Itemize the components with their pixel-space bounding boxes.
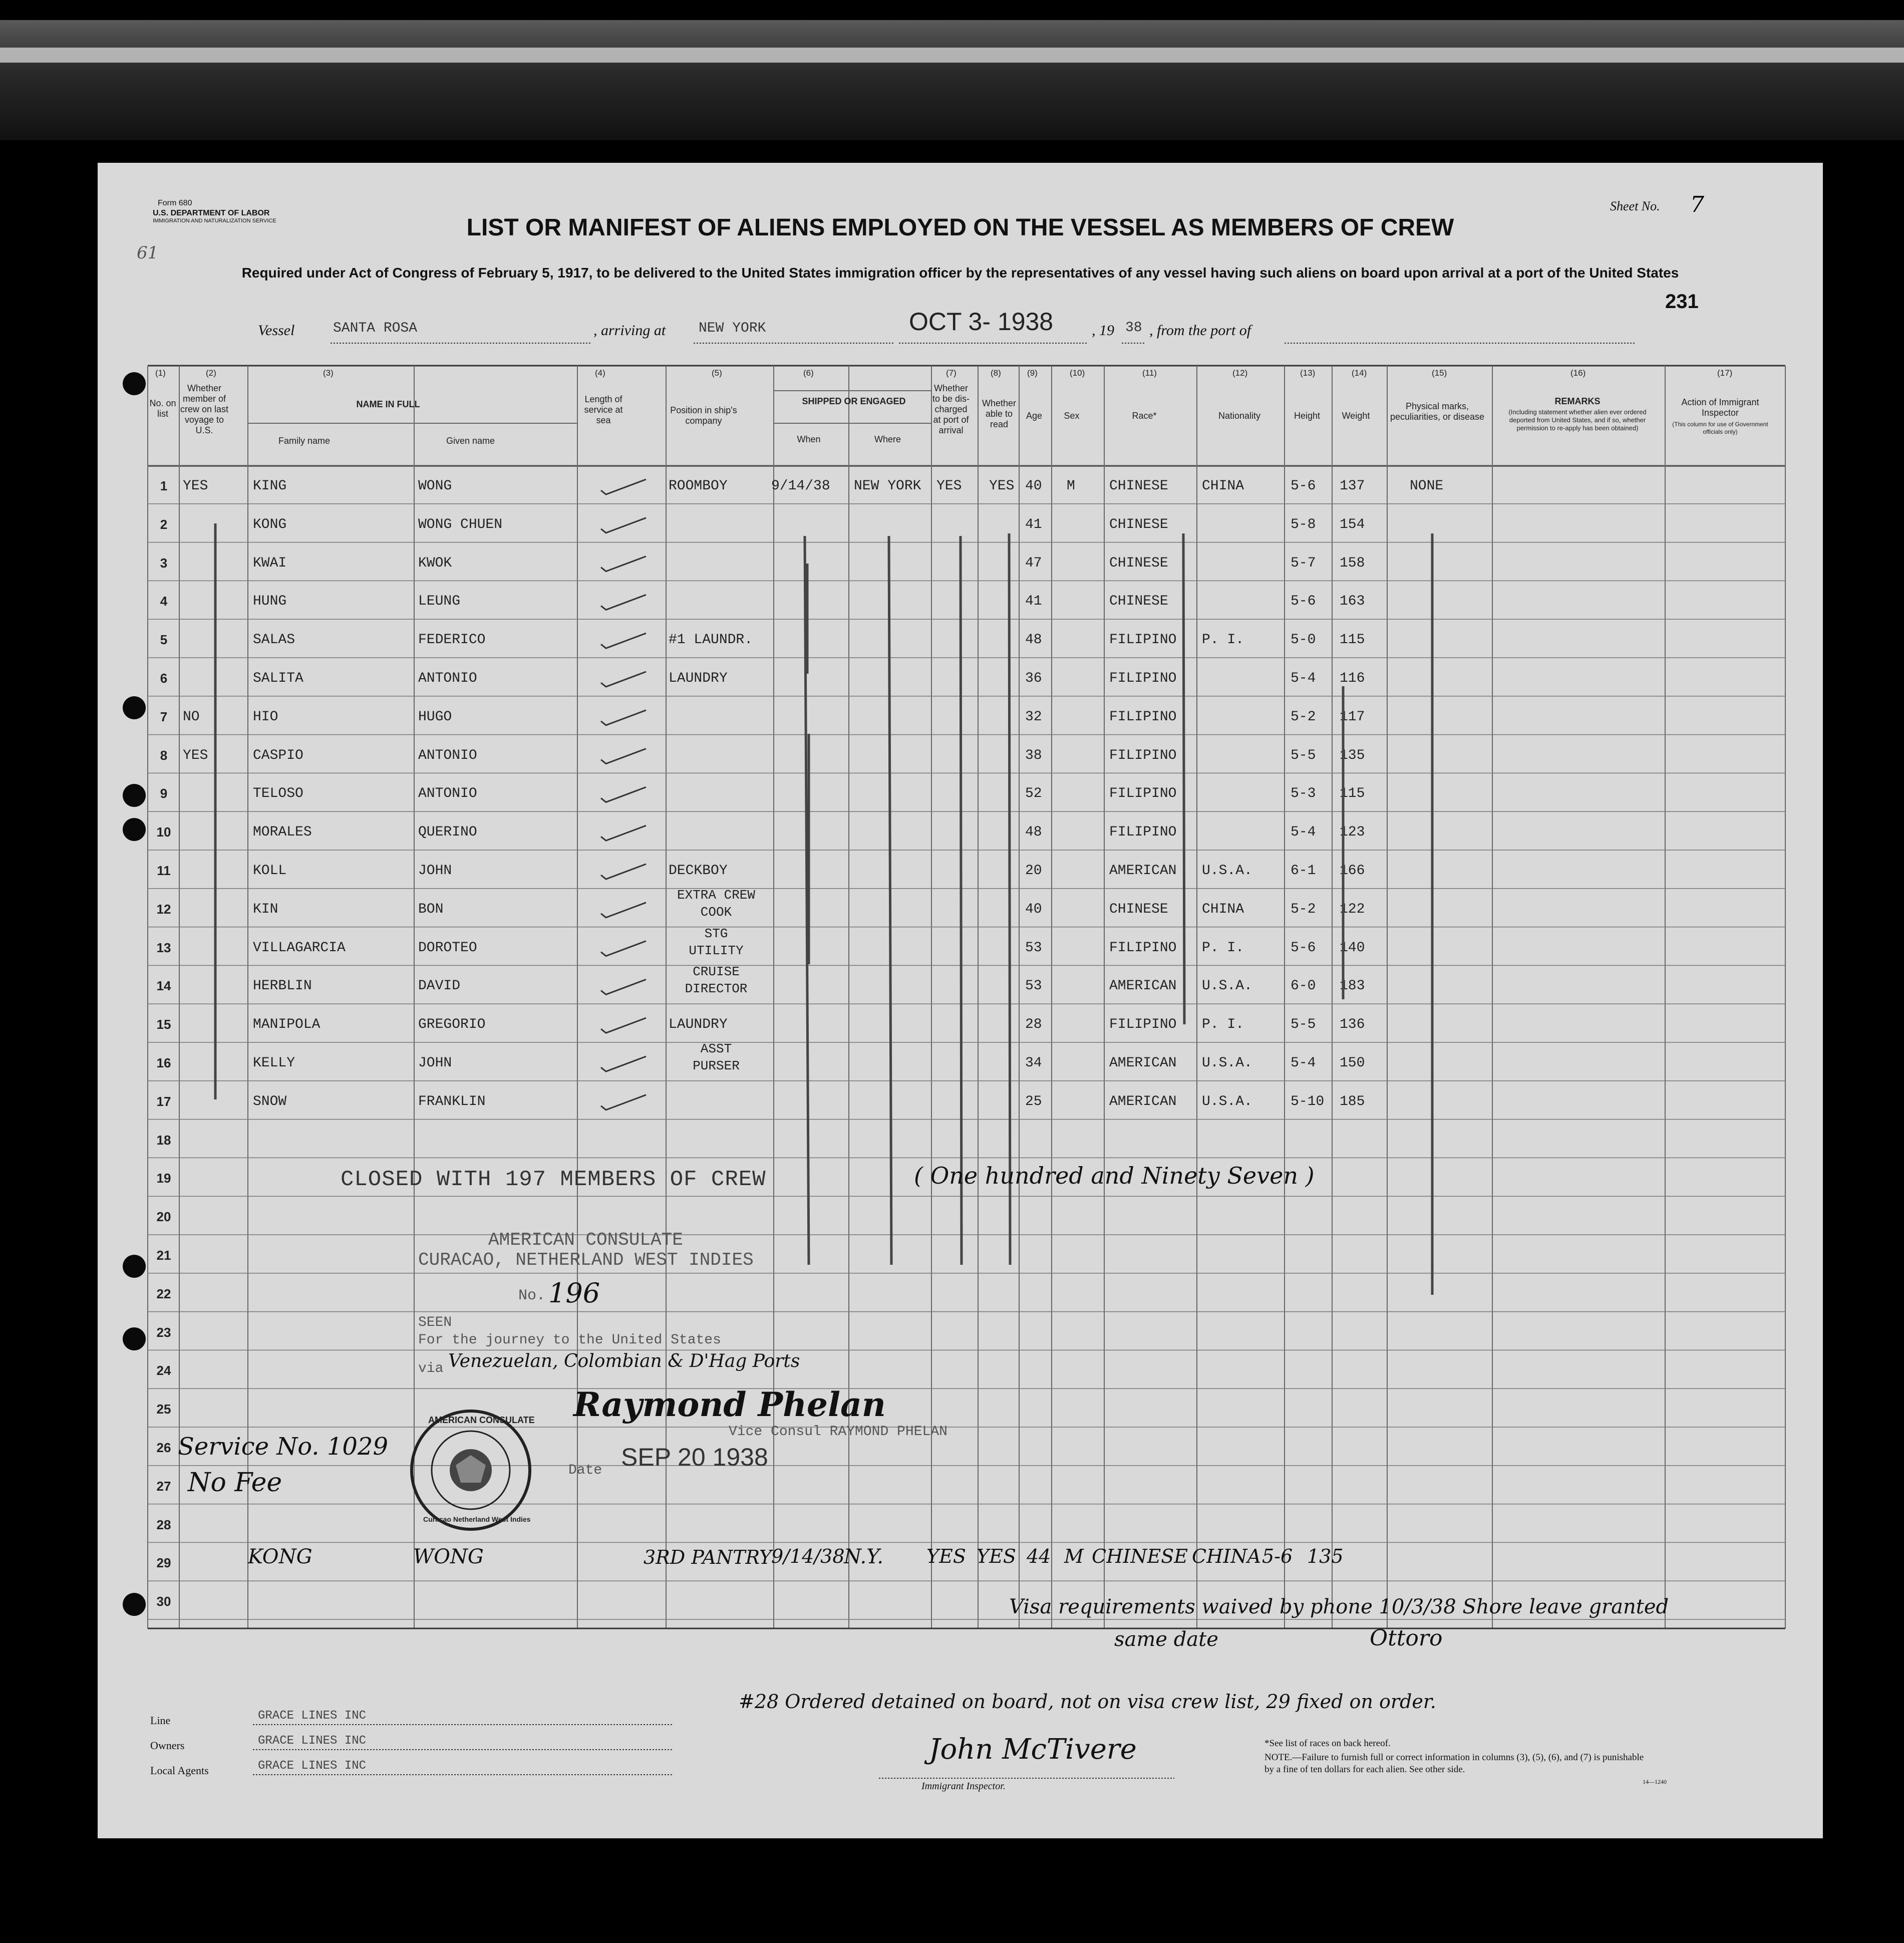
cell-weight: 135	[1340, 747, 1365, 763]
cell-height: 6-0	[1291, 978, 1316, 994]
sheet-number: 7	[1690, 192, 1704, 217]
cell-family: KWAI	[253, 555, 287, 571]
cell-given: LEUNG	[418, 594, 461, 610]
column-number: (5)	[712, 368, 722, 378]
cell-age: 52	[1025, 786, 1042, 802]
film-top-band	[0, 20, 1904, 140]
row-number: 6	[160, 671, 168, 686]
cell-family: CASPIO	[253, 747, 303, 763]
race-note: *See list of races on back hereof.	[1264, 1738, 1391, 1749]
row-number: 8	[160, 747, 168, 763]
row-number: 12	[156, 901, 171, 917]
vice-consul-name: Vice Consul RAYMOND PHELAN	[729, 1424, 947, 1440]
cell-race: CHINESE	[1109, 901, 1168, 917]
fine-note: NOTE.—Failure to furnish full or correct information in columns (3), (5), (6), and (7) is punishable by a fine of ten dollars for each alien. See other side.	[1264, 1752, 1644, 1775]
cell-weight: 117	[1340, 709, 1365, 725]
header-name-in-full: NAME IN FULL	[356, 399, 420, 409]
row-number: 17	[156, 1093, 171, 1109]
row-number: 5	[160, 632, 168, 648]
cell-nationality: P. I.	[1202, 632, 1244, 648]
row28-height: 5-6	[1262, 1545, 1293, 1567]
cell-height: 5-10	[1291, 1093, 1325, 1109]
cell-position: DECKBOY	[669, 863, 728, 879]
row-number: 14	[156, 978, 171, 994]
cell-age: 40	[1025, 478, 1042, 494]
cell-weight: 123	[1340, 824, 1365, 841]
header-weight: Weight	[1342, 411, 1370, 421]
year-suffix: 38	[1125, 320, 1142, 336]
column-number: (1)	[155, 368, 166, 378]
cell-race: AMERICAN	[1109, 1055, 1177, 1071]
column-number: (2)	[206, 368, 216, 378]
cell-race: AMERICAN	[1109, 1093, 1177, 1109]
cell-given: DOROTEO	[418, 940, 477, 956]
row-number: 11	[157, 863, 171, 878]
cell-given: BON	[418, 901, 444, 917]
cell-when: 9/14/38	[771, 478, 830, 494]
cell-height: 5-5	[1291, 1017, 1316, 1033]
cell-family: SALAS	[253, 632, 295, 648]
consulate-no-label: No.	[518, 1287, 546, 1304]
column-number: (6)	[803, 368, 814, 378]
consulate-journey: For the journey to the United States	[418, 1332, 721, 1348]
header-whether-member: Whether member of crew on last voyage to U.S.	[180, 383, 229, 435]
row28-given: WONG	[413, 1545, 484, 1568]
cell-position: LAUNDRY	[669, 671, 728, 686]
binding-hole	[123, 784, 146, 807]
cell-race: CHINESE	[1109, 478, 1168, 494]
cell-age: 20	[1025, 863, 1042, 879]
row28-discharged: YES	[926, 1545, 966, 1567]
cell-race: FILIPINO	[1109, 786, 1177, 802]
row-number: 29	[156, 1555, 171, 1571]
cell-family: KING	[253, 478, 287, 494]
row-number: 19	[156, 1171, 171, 1186]
cell-position: STG UTILITY	[689, 926, 744, 958]
row-number: 16	[156, 1055, 171, 1070]
row-number: 13	[156, 940, 171, 955]
consulate-via-label: via	[418, 1361, 444, 1376]
service-number-note: Service No. 1029	[178, 1433, 388, 1461]
cell-nationality: P. I.	[1202, 940, 1244, 956]
cell-age: 48	[1025, 824, 1042, 841]
header-length-service: Length of service at sea	[584, 394, 623, 425]
footer-agents-value: GRACE LINES INC	[258, 1759, 367, 1773]
header-no-on-list: No. on list	[149, 398, 176, 419]
cell-race: AMERICAN	[1109, 863, 1177, 879]
cell-age: 53	[1025, 940, 1042, 956]
column-number: (17)	[1717, 368, 1733, 378]
footer-line-label: Line	[150, 1714, 171, 1727]
consulate-via-value: Venezuelan, Colombian & D'Hag Ports	[448, 1351, 800, 1371]
cell-weight: 163	[1340, 594, 1365, 610]
visa-note-line1: Visa requirements waived by phone 10/3/38 Shore leave granted	[1009, 1595, 1669, 1618]
cell-given: ANTONIO	[418, 747, 477, 763]
cell-given: JOHN	[418, 863, 452, 879]
cell-height: 5-8	[1291, 516, 1316, 532]
row28-sex: M	[1064, 1545, 1084, 1567]
inspector-label: Immigrant Inspector.	[921, 1781, 1006, 1792]
seal-outer-text: AMERICAN CONSULATE	[428, 1415, 535, 1425]
column-number: (10)	[1070, 368, 1085, 378]
seal-inner-text: Curacao Netherland West Indies	[423, 1515, 531, 1523]
column-number: (8)	[991, 368, 1001, 378]
header-given-name: Given name	[446, 436, 495, 446]
cell-height: 5-5	[1291, 747, 1316, 763]
cell-height: 5-4	[1291, 1055, 1316, 1071]
header-where: Where	[874, 434, 901, 444]
cell-nationality: U.S.A.	[1202, 863, 1252, 879]
footer-owners-label: Owners	[150, 1739, 185, 1752]
cell-race: AMERICAN	[1109, 978, 1177, 994]
cell-given: FEDERICO	[418, 632, 486, 648]
row-number: 26	[156, 1440, 171, 1455]
cell-family: HERBLIN	[253, 978, 312, 994]
cell-member: YES	[183, 478, 208, 494]
detained-note: #28 Ordered detained on board, not on visa crew list, 29 fixed on order.	[739, 1691, 1436, 1713]
row28-position: 3RD PANTRY	[644, 1546, 772, 1568]
column-number: (7)	[946, 368, 957, 378]
cell-race: FILIPINO	[1109, 632, 1177, 648]
footer-agents-label: Local Agents	[150, 1764, 209, 1777]
row-number: 30	[156, 1594, 171, 1609]
cell-nationality: CHINA	[1202, 478, 1244, 494]
cell-member: NO	[183, 709, 200, 725]
cell-weight: 185	[1340, 1093, 1365, 1109]
cell-family: KOLL	[253, 863, 287, 879]
row28-where: N.Y.	[844, 1545, 884, 1568]
cell-weight: 183	[1340, 978, 1365, 994]
cell-race: FILIPINO	[1109, 709, 1177, 725]
cell-where: NEW YORK	[854, 478, 921, 494]
row28-when: 9/14/38	[771, 1545, 845, 1567]
document-subtitle: Required under Act of Congress of February 5, 1917, to be delivered to the United States immigration officer by the representatives of any vessel having such aliens on board upon arrival at a port of the United States	[241, 265, 1679, 281]
consulate-line2: CURACAO, NETHERLAND WEST INDIES	[418, 1250, 754, 1270]
row28-nationality: CHINA	[1192, 1545, 1261, 1567]
cell-weight: 150	[1340, 1055, 1365, 1071]
cell-weight: 140	[1340, 940, 1365, 956]
department: U.S. DEPARTMENT OF LABOR	[153, 209, 270, 217]
row28-family: KONG	[248, 1545, 312, 1568]
cell-position: EXTRA CREW COOK	[677, 887, 756, 920]
cell-family: HIO	[253, 709, 278, 725]
binding-hole	[123, 818, 146, 841]
column-number: (9)	[1027, 368, 1038, 378]
cell-given: KWOK	[418, 555, 452, 571]
header-shipped-engaged: SHIPPED OR ENGAGED	[802, 396, 906, 406]
year-prefix: , 19	[1092, 322, 1114, 339]
cell-height: 5-6	[1291, 594, 1316, 610]
cell-family: KELLY	[253, 1055, 295, 1071]
cell-weight: 136	[1340, 1017, 1365, 1033]
cell-weight: 115	[1340, 786, 1365, 802]
row-number: 23	[156, 1324, 171, 1340]
binding-hole	[123, 1327, 146, 1350]
cell-sex: M	[1067, 478, 1075, 494]
cell-height: 5-4	[1291, 824, 1316, 841]
header-when: When	[797, 434, 821, 444]
header-action-note: (This column for use of Government officials only)	[1672, 421, 1768, 435]
cell-race: CHINESE	[1109, 555, 1168, 571]
page-number: 231	[1665, 291, 1699, 313]
inspector-signature: John McTivere	[929, 1733, 1137, 1766]
cell-given: HUGO	[418, 709, 452, 725]
document-title: LIST OR MANIFEST OF ALIENS EMPLOYED ON THE VESSEL AS MEMBERS OF CREW	[466, 214, 1454, 241]
vessel-name: SANTA ROSA	[333, 321, 418, 336]
row28-age: 44	[1027, 1545, 1051, 1567]
arrival-date-stamp: OCT 3- 1938	[909, 308, 1054, 336]
vice-consul-signature: Raymond Phelan	[573, 1385, 886, 1424]
cell-weight: 115	[1340, 632, 1365, 648]
row-number: 18	[156, 1132, 171, 1148]
cell-age: 41	[1025, 516, 1042, 532]
row-number: 9	[160, 786, 168, 801]
binding-hole	[123, 696, 146, 719]
cell-family: VILLAGARCIA	[253, 940, 346, 956]
consulate-line1: AMERICAN CONSULATE	[488, 1230, 683, 1250]
cell-nationality: CHINA	[1202, 901, 1244, 917]
closing-stamp: CLOSED WITH 197 MEMBERS OF CREW	[341, 1167, 766, 1192]
row-number: 3	[160, 555, 168, 571]
cell-height: 5-2	[1291, 709, 1316, 725]
closing-handwritten: ( One hundred and Ninety Seven )	[914, 1162, 1315, 1189]
cell-age: 41	[1025, 594, 1042, 610]
cell-given: DAVID	[418, 978, 461, 994]
sheet-label: Sheet No.	[1610, 199, 1660, 213]
cell-height: 5-7	[1291, 555, 1316, 571]
cell-race: CHINESE	[1109, 594, 1168, 610]
cell-given: QUERINO	[418, 824, 477, 841]
consulate-date-label: Date	[568, 1463, 602, 1478]
cell-position: ROOMBOY	[669, 478, 728, 494]
cell-age: 32	[1025, 709, 1042, 725]
cell-nationality: U.S.A.	[1202, 1055, 1252, 1071]
cell-weight: 116	[1340, 671, 1365, 686]
cell-position: #1 LAUNDR.	[669, 632, 753, 648]
column-number: (12)	[1232, 368, 1248, 378]
cell-age: 36	[1025, 671, 1042, 686]
row-number: 20	[156, 1209, 171, 1225]
visa-note-initials: Ottoro	[1370, 1625, 1443, 1651]
cell-given: ANTONIO	[418, 671, 477, 686]
visa-note-line2: same date	[1114, 1628, 1218, 1651]
manifest-sheet	[98, 163, 1823, 1838]
cell-physical: NONE	[1410, 478, 1444, 494]
row-number: 27	[156, 1478, 171, 1494]
cell-given: FRANKLIN	[418, 1093, 486, 1109]
header-sex: Sex	[1064, 411, 1080, 421]
cell-race: FILIPINO	[1109, 1017, 1177, 1033]
header-family-name: Family name	[278, 436, 331, 446]
header-discharged: Whether to be dis-charged at port of arrival	[932, 383, 970, 435]
binding-hole	[123, 372, 146, 395]
binding-hole	[123, 1255, 146, 1278]
binding-hole	[123, 1593, 146, 1616]
service: IMMIGRATION AND NATURALIZATION SERVICE	[153, 218, 276, 224]
footer-owners-value: GRACE LINES INC	[258, 1734, 367, 1748]
cell-family: KIN	[253, 901, 278, 917]
cell-race: FILIPINO	[1109, 940, 1177, 956]
footer-rules	[98, 163, 1823, 1838]
no-fee-note: No Fee	[188, 1468, 282, 1498]
cell-race: FILIPINO	[1109, 747, 1177, 763]
form-number: Form 680	[158, 199, 192, 207]
column-number: (3)	[323, 368, 334, 378]
cell-position: ASST PURSER	[693, 1041, 740, 1073]
cell-height: 5-0	[1291, 632, 1316, 648]
cell-age: 53	[1025, 978, 1042, 994]
cell-given: WONG	[418, 478, 452, 494]
row-number: 7	[160, 709, 168, 724]
header-able-read: Whether able to read	[982, 398, 1017, 429]
corner-mark: 61	[137, 243, 159, 263]
row-number: 4	[160, 594, 168, 609]
column-number: (14)	[1352, 368, 1367, 378]
cell-given: WONG CHUEN	[418, 516, 503, 532]
cell-race: FILIPINO	[1109, 671, 1177, 686]
row-number: 22	[156, 1286, 171, 1301]
header-race: Race*	[1132, 411, 1157, 421]
cell-discharged: YES	[936, 478, 962, 494]
consulate-date-value: SEP 20 1938	[621, 1443, 768, 1471]
cell-member: YES	[183, 747, 208, 763]
cell-position: CRUISE DIRECTOR	[685, 964, 748, 997]
column-number: (16)	[1570, 368, 1586, 378]
cell-age: 48	[1025, 632, 1042, 648]
cell-height: 5-6	[1291, 940, 1316, 956]
cell-given: ANTONIO	[418, 786, 477, 802]
header-physical: Physical marks, peculiarities, or disease	[1390, 401, 1485, 422]
arrival-port: NEW YORK	[699, 321, 766, 336]
cell-family: MORALES	[253, 824, 312, 841]
column-number: (11)	[1142, 368, 1157, 378]
header-action: Action of Immigrant Inspector	[1681, 397, 1759, 418]
header-remarks-note: (Including statement whether alien ever ordered deported from United States, and if so, whether permission to re-apply has been obtained)	[1508, 408, 1647, 432]
cell-nationality: U.S.A.	[1202, 978, 1252, 994]
cell-age: 25	[1025, 1093, 1042, 1109]
cell-family: MANIPOLA	[253, 1017, 321, 1033]
header-position: Position in ship's company	[670, 405, 737, 426]
consulate-no-value: 196	[548, 1277, 600, 1309]
header-remarks: REMARKS	[1554, 396, 1601, 406]
row-number: 28	[156, 1517, 171, 1532]
cell-age: 34	[1025, 1055, 1042, 1071]
header-height: Height	[1294, 411, 1321, 421]
cell-nationality: P. I.	[1202, 1017, 1244, 1033]
row-number: 15	[156, 1017, 171, 1032]
cell-weight: 122	[1340, 901, 1365, 917]
consulate-seen: SEEN	[418, 1315, 452, 1330]
cell-given: JOHN	[418, 1055, 452, 1071]
column-number: (13)	[1300, 368, 1316, 378]
cell-family: HUNG	[253, 594, 287, 610]
row28-read: YES	[977, 1545, 1016, 1567]
cell-family: SNOW	[253, 1093, 287, 1109]
cell-race: CHINESE	[1109, 516, 1168, 532]
cell-age: 47	[1025, 555, 1042, 571]
column-number: (4)	[595, 368, 605, 378]
vessel-label: Vessel	[258, 322, 295, 339]
cell-read: YES	[989, 478, 1015, 494]
cell-race: FILIPINO	[1109, 824, 1177, 841]
cell-family: TELOSO	[253, 786, 303, 802]
cell-given: GREGORIO	[418, 1017, 486, 1033]
cell-weight: 154	[1340, 516, 1365, 532]
column-number: (15)	[1432, 368, 1447, 378]
from-port-label: , from the port of	[1149, 322, 1251, 339]
cell-nationality: U.S.A.	[1202, 1093, 1252, 1109]
print-code: 14—1240	[1643, 1778, 1667, 1785]
row-number: 21	[156, 1248, 171, 1263]
cell-height: 5-3	[1291, 786, 1316, 802]
cell-weight: 166	[1340, 863, 1365, 879]
row-number: 1	[160, 478, 168, 493]
row-number: 10	[156, 824, 171, 840]
header-age: Age	[1026, 411, 1043, 421]
arriving-label: , arriving at	[593, 322, 666, 339]
cell-height: 5-2	[1291, 901, 1316, 917]
row-number: 2	[160, 516, 168, 532]
cell-weight: 137	[1340, 478, 1365, 494]
film-stripe	[0, 48, 1904, 63]
cell-height: 6-1	[1291, 863, 1316, 879]
cell-family: SALITA	[253, 671, 303, 686]
cell-height: 5-6	[1291, 478, 1316, 494]
cell-height: 5-4	[1291, 671, 1316, 686]
cell-family: KONG	[253, 516, 287, 532]
cell-age: 40	[1025, 901, 1042, 917]
row-number: 24	[156, 1363, 171, 1378]
row-number: 25	[156, 1402, 171, 1417]
cell-position: LAUNDRY	[669, 1017, 728, 1033]
cell-age: 38	[1025, 747, 1042, 763]
footer-line-value: GRACE LINES INC	[258, 1709, 367, 1723]
row28-weight: 135	[1307, 1545, 1344, 1567]
cell-age: 28	[1025, 1017, 1042, 1033]
cell-weight: 158	[1340, 555, 1365, 571]
row28-race: CHINESE	[1092, 1545, 1188, 1567]
header-nationality: Nationality	[1218, 411, 1261, 421]
